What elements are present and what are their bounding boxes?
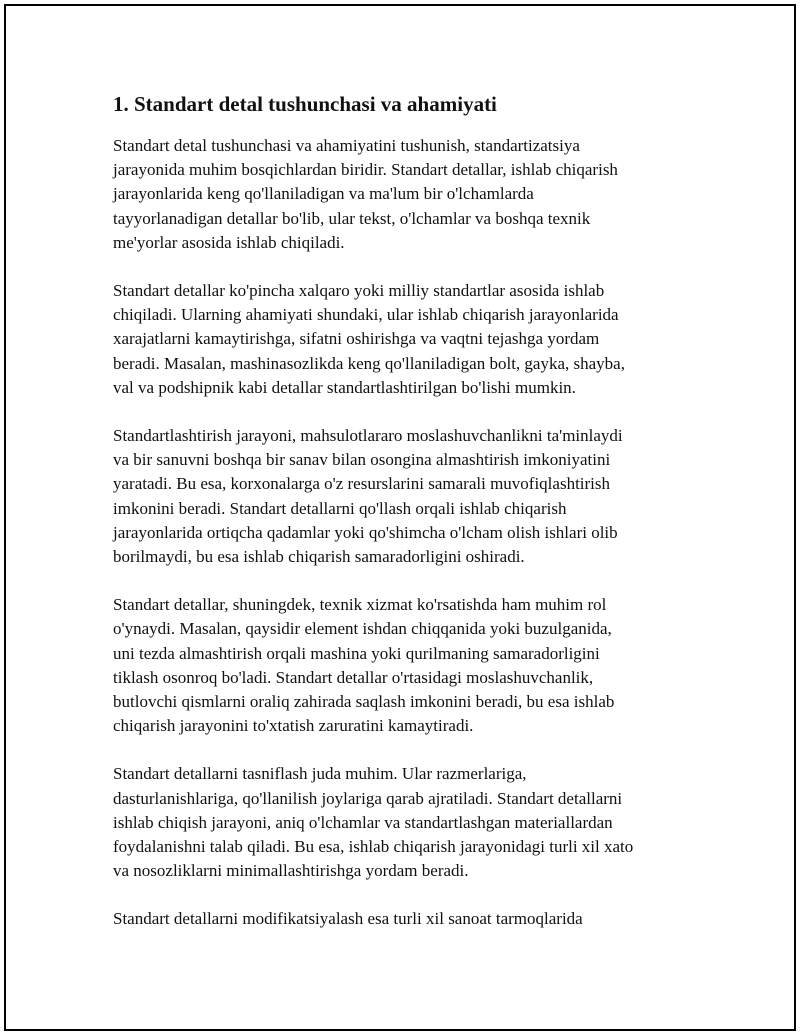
paragraph-line: ishlab chiqish jarayoni, aniq o'lchamlar va standartlashgan materiallardan [113,812,613,832]
paragraph [113,907,713,931]
paragraph-line: val va podshipnik kabi detallar standartlashtirilgan bo'lishi mumkin. [113,377,576,397]
paragraph-line: chiqarish jarayonini to'xtatish zaruratini kamaytiradi. [113,716,474,736]
paragraph-line: Standart detallar, shuningdek, texnik xizmat ko'rsatishda ham muhim rol [113,595,607,615]
paragraph [113,593,713,738]
paragraph-line: va nosozliklarni minimallashtirishga yordam beradi. [113,861,469,881]
paragraph-line: jarayonlarida keng qo'llaniladigan va ma'lum bir o'lchamlarda [113,184,534,204]
paragraph-line: butlovchi qismlarni oraliq zahirada saqlash imkonini beradi, bu esa ishlab [113,692,615,712]
document-body [113,90,713,956]
paragraphs-container [113,134,713,932]
paragraph-line: Standart detal tushunchasi va ahamiyatini tushunish, standartizatsiya [113,136,580,155]
paragraph [113,762,713,883]
paragraph-line: va bir sanuvni boshqa bir sanav bilan osongina almashtirish imkoniyatini [113,450,611,470]
paragraph-line: Standartlashtirish jarayoni, mahsulotlararo moslashuvchanlikni ta'minlaydi [113,426,623,446]
paragraph-line: tiklash osonroq bo'ladi. Standart detallar o'rtasidagi moslashuvchanlik, [113,667,594,687]
paragraph-line: o'ynaydi. Masalan, qaysidir element ishdan chiqqanida yoki buzulganida, [113,619,612,639]
paragraph-line: Standart detallarni modifikatsiyalash esa turli xil sanoat tarmoqlarida [113,909,583,929]
paragraph-line: yaratadi. Bu esa, korxonalarga o'z resurslarini samarali muvofiqlashtirish [113,474,611,494]
paragraph [113,424,713,569]
paragraph-line: dasturlanishlariga, qo'llanilish joylariga qarab ajratiladi. Standart detallarni [113,788,623,808]
paragraph-line: jarayonlarida ortiqcha qadamlar yoki qo'shimcha o'lcham olish ishlari olib [113,522,618,542]
paragraph-line: Standart detallarni tasniflash juda muhim. Ular razmerlariga, [113,764,527,784]
paragraph-line: tayyorlanadigan detallar bo'lib, ular tekst, o'lchamlar va boshqa texnik [113,208,591,228]
section-title: 1. Standart detal tushunchasi va ahamiyati [113,92,497,116]
paragraph-line: jarayonida muhim bosqichlardan biridir. Standart detallar, ishlab chiqarish [113,160,618,180]
paragraph-line: uni tezda almashtirish orqali mashina yoki qurilmaning samaradorligini [113,643,600,663]
paragraph-line: foydalanishni talab qiladi. Bu esa, ishlab chiqarish jarayonidagi turli xil xato [113,837,634,857]
paragraph-line: chiqiladi. Ularning ahamiyati shundaki, ular ishlab chiqarish jarayonlarida [113,305,619,325]
paragraph [113,279,713,400]
paragraph-line: Standart detallar ko'pincha xalqaro yoki milliy standartlar asosida ishlab [113,281,605,301]
paragraph-line: imkonini beradi. Standart detallarni qo'llash orqali ishlab chiqarish [113,498,567,518]
paragraph-line: me'yorlar asosida ishlab chiqiladi. [113,232,345,252]
paragraph-line: beradi. Masalan, mashinasozlikda keng qo'llaniladigan bolt, gayka, shayba, [113,353,625,373]
paragraph [113,134,713,255]
paragraph-line: xarajatlarni kamaytirishga, sifatni oshirishga va vaqtni tejashga yordam [113,329,600,349]
paragraph-line: borilmaydi, bu esa ishlab chiqarish samaradorligini oshiradi. [113,547,525,567]
